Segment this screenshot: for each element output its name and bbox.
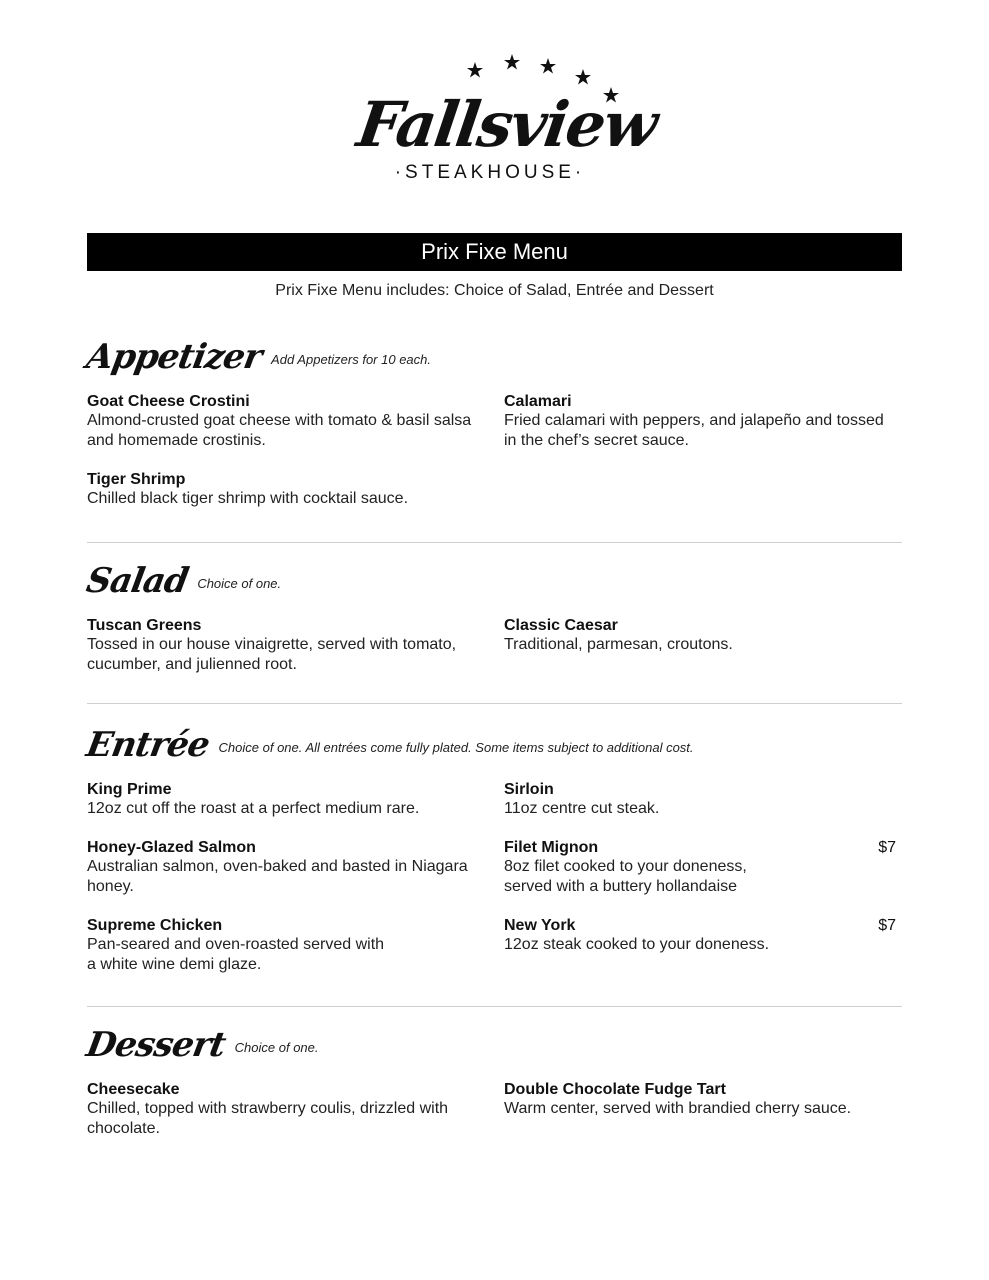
menu-item bbox=[87, 616, 487, 674]
menu-item bbox=[504, 392, 896, 450]
item-description: Warm center, served with brandied cherry sauce. bbox=[504, 1100, 852, 1117]
section-divider bbox=[87, 542, 902, 543]
item-name: Honey-Glazed Salmon bbox=[87, 839, 256, 856]
item-price: $7 bbox=[878, 917, 896, 934]
menu-title-banner: Prix Fixe Menu bbox=[87, 233, 902, 271]
section-title: Entrée bbox=[83, 725, 213, 765]
item-name: New York bbox=[504, 917, 576, 934]
section-divider bbox=[87, 1006, 902, 1007]
menu-item bbox=[87, 392, 487, 450]
menu-item bbox=[87, 1080, 487, 1138]
logo-subtitle: ·STEAKHOUSE· bbox=[394, 162, 586, 183]
item-description: Pan-seared and oven-roasted served with a white wine demi glaze. bbox=[87, 936, 385, 973]
section-title: Appetizer bbox=[83, 337, 265, 377]
item-name: Tuscan Greens bbox=[87, 617, 202, 634]
item-name: Double Chocolate Fudge Tart bbox=[504, 1081, 726, 1098]
section-note: Choice of one. All entrées come fully plated. Some items subject to additional cost. bbox=[218, 740, 694, 755]
item-description: Almond-crusted goat cheese with tomato & basil salsa and homemade crostinis. bbox=[87, 412, 472, 449]
item-description: 8oz filet cooked to your doneness, served with a buttery hollandaise bbox=[504, 858, 747, 895]
item-description: 11oz centre cut steak. bbox=[504, 800, 660, 817]
item-description: Australian salmon, oven-baked and basted in Niagara honey. bbox=[87, 858, 468, 895]
menu-intro: Prix Fixe Menu includes: Choice of Salad, Entrée and Dessert bbox=[275, 282, 714, 299]
section-divider bbox=[87, 703, 902, 704]
item-description: Tossed in our house vinaigrette, served with tomato, cucumber, and julienned root. bbox=[87, 636, 457, 673]
menu-item bbox=[504, 616, 896, 655]
item-description: 12oz steak cooked to your doneness. bbox=[504, 936, 770, 953]
menu-item bbox=[87, 838, 487, 896]
menu-item bbox=[87, 780, 487, 819]
appetizer-heading bbox=[83, 337, 431, 377]
menu-item bbox=[504, 838, 896, 896]
section-note: Choice of one. bbox=[197, 576, 282, 591]
item-name: Tiger Shrimp bbox=[87, 471, 186, 488]
menu-item bbox=[504, 780, 896, 819]
menu-item bbox=[504, 1080, 896, 1119]
item-name: King Prime bbox=[87, 781, 172, 798]
item-name: Classic Caesar bbox=[504, 617, 618, 634]
item-name: Goat Cheese Crostini bbox=[87, 393, 250, 410]
section-note: Choice of one. bbox=[234, 1040, 319, 1055]
item-description: Fried calamari with peppers, and jalapeño and tossed in the chef’s secret sauce. bbox=[504, 412, 884, 449]
salad-heading bbox=[83, 561, 282, 601]
item-name: Filet Mignon bbox=[504, 839, 599, 856]
dessert-heading bbox=[83, 1025, 319, 1065]
logo-wordmark: Fallsview bbox=[352, 88, 661, 161]
entree-heading bbox=[83, 725, 694, 765]
star-icon bbox=[467, 62, 483, 78]
item-description: Traditional, parmesan, croutons. bbox=[504, 636, 733, 653]
item-description: 12oz cut off the roast at a perfect medium rare. bbox=[87, 800, 420, 817]
star-icon bbox=[575, 69, 591, 85]
section-title: Salad bbox=[83, 561, 191, 601]
menu-item bbox=[87, 916, 487, 974]
item-price: $7 bbox=[878, 839, 896, 856]
item-name: Sirloin bbox=[504, 781, 554, 798]
menu-item bbox=[504, 916, 896, 955]
menu-item bbox=[87, 470, 487, 509]
item-description: Chilled, topped with strawberry coulis, drizzled with chocolate. bbox=[87, 1100, 449, 1137]
item-name: Cheesecake bbox=[87, 1081, 180, 1098]
item-name: Calamari bbox=[504, 393, 572, 410]
section-note: Add Appetizers for 10 each. bbox=[271, 352, 431, 367]
restaurant-logo bbox=[340, 50, 661, 190]
item-description: Chilled black tiger shrimp with cocktail sauce. bbox=[87, 490, 409, 507]
star-icon bbox=[540, 58, 556, 74]
section-title: Dessert bbox=[83, 1025, 229, 1065]
star-icon bbox=[504, 54, 520, 70]
item-name: Supreme Chicken bbox=[87, 917, 223, 934]
